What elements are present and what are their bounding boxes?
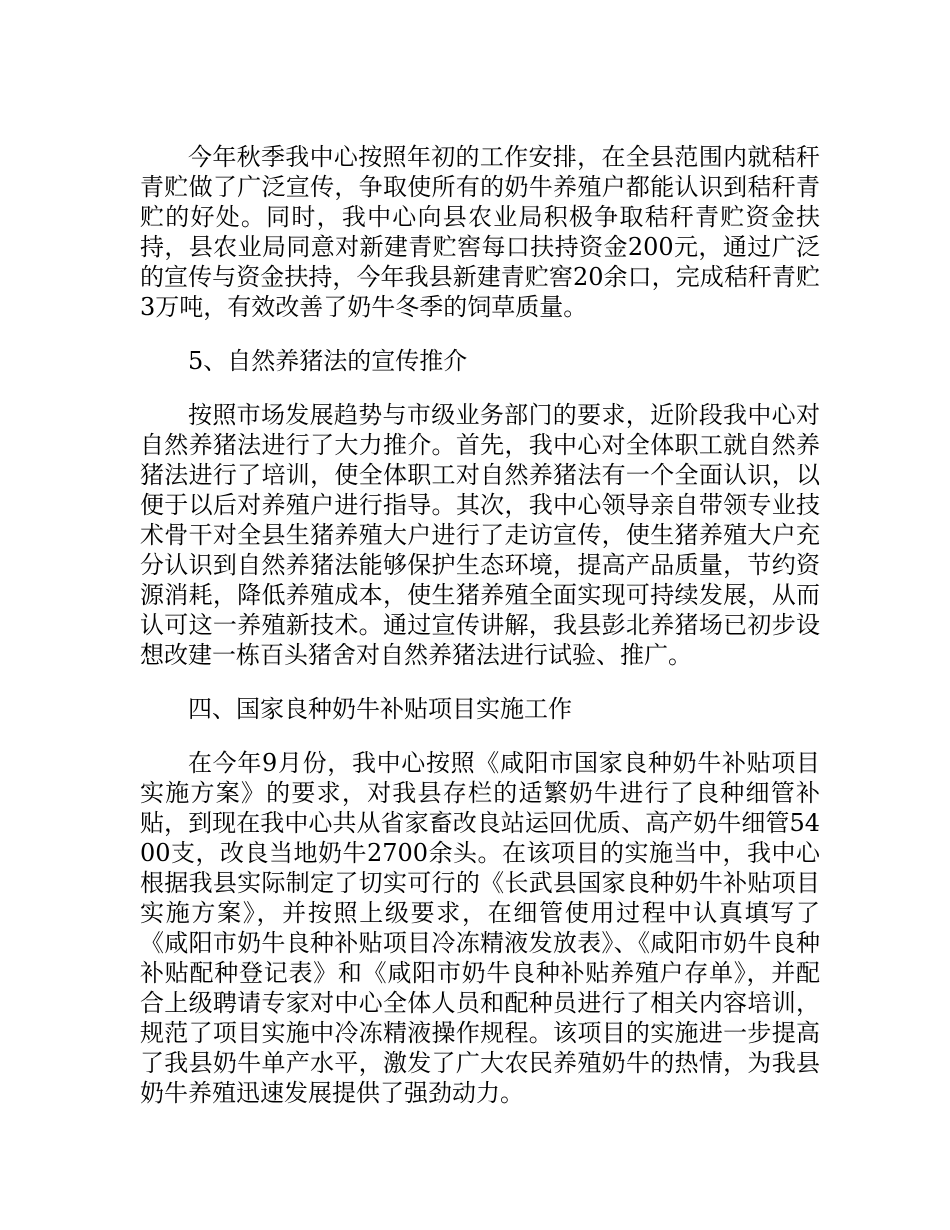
document-body	[140, 142, 820, 1132]
paragraph-natural-pig-farming: 按照市场发展趋势与市级业务部门的要求，近阶段我中心对自然养猪法进行了大力推介。首先，我中心对全体职工就自然养猪法进行了培训，使全体职工对自然养猪法有一个全面认识，以便于以后对养殖户进行指导。其次，我中心领导亲自带领专业技术骨干对全县生猪养殖大户进行了走访宣传，使生猪养殖大户充分认识到自然养猪法能够保护生态环境，提高产品质量，节约资源消耗，降低养殖成本，使生猪养殖全面实现可持续发展，从而认可这一养殖新技术。通过宣传讲解，我县彭北养猪场已初步设想改建一栋百头猪舍对自然养猪法进行试验、推广。	[140, 401, 820, 669]
section-heading-natural-pig-farming: 5、自然养猪法的宣传推介	[188, 347, 468, 375]
paragraph-straw-silage: 今年秋季我中心按照年初的工作安排，在全县范围内就秸秆青贮做了广泛宣传，争取使所有的奶牛养殖户都能认识到秸秆青贮的好处。同时，我中心向县农业局积极争取秸秆青贮资金扶持，县农业局同意对新建青贮窖每口扶持资金200元，通过广泛的宣传与资金扶持，今年我县新建青贮窖20余口，完成秸秆青贮3万吨，有效改善了奶牛冬季的饲草质量。	[140, 143, 820, 321]
section-heading-dairy-subsidy: 四、国家良种奶牛补贴项目实施工作	[188, 695, 572, 723]
paragraph-dairy-subsidy: 在今年9月份，我中心按照《咸阳市国家良种奶牛补贴项目实施方案》的要求，对我县存栏的适繁奶牛进行了良种细管补贴，到现在我中心共从省家畜改良站运回优质、高产奶牛细管5400支，改良当地奶牛2700余头。在该项目的实施当中，我中心根据我县实际制定了切实可行的《长武县国家良种奶牛补贴项目实施方案》，并按照上级要求，在细管使用过程中认真填写了《咸阳市奶牛良种补贴项目冷冻精液发放表》、《咸阳市奶牛良种补贴配种登记表》和《咸阳市奶牛良种补贴养殖户存单》，并配合上级聘请专家对中心全体人员和配种员进行了相关内容培训，规范了项目实施中冷冻精液操作规程。该项目的实施进一步提高了我县奶牛单产水平，激发了广大农民养殖奶牛的热情，为我县奶牛养殖迅速发展提供了强劲动力。	[140, 749, 820, 1107]
